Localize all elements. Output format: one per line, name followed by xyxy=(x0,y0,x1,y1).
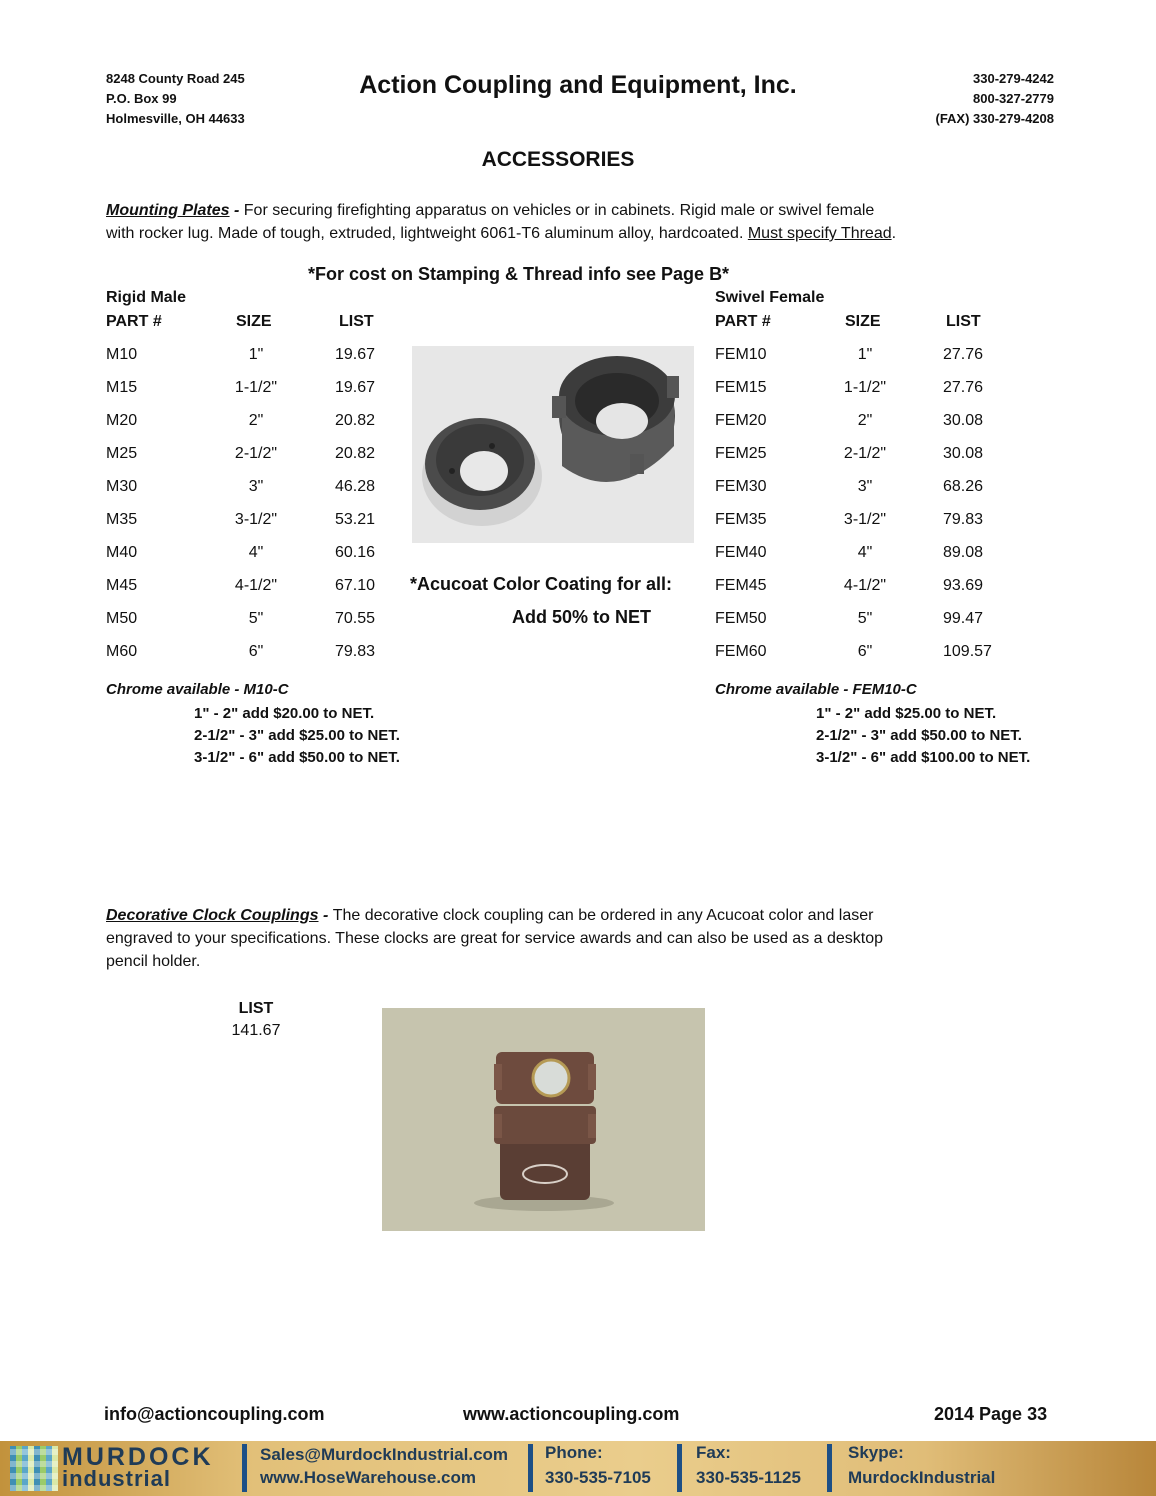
table-row xyxy=(715,635,1015,668)
col-part: PART # xyxy=(715,313,771,330)
phone-line: 330-279-4242 xyxy=(973,71,1054,86)
list-price: 89.08 xyxy=(943,544,984,561)
table-row xyxy=(715,569,1015,602)
swivel-female-title: Swivel Female xyxy=(715,289,825,306)
part-number: FEM60 xyxy=(715,643,767,660)
list-price: 30.08 xyxy=(943,445,984,462)
part-number: FEM35 xyxy=(715,511,767,528)
swivel-chrome-pricing xyxy=(816,703,1030,769)
part-number: FEM10 xyxy=(715,346,767,363)
period: . xyxy=(891,225,897,242)
acucoat-note-line1: *Acucoat Color Coating for all: xyxy=(410,574,673,594)
col-list: LIST xyxy=(339,313,374,330)
size: 1" xyxy=(248,346,264,363)
murdock-logo-icon-overlay xyxy=(10,1446,58,1491)
part-number: M15 xyxy=(106,379,138,396)
heading-dash: - xyxy=(229,202,244,219)
part-number: M25 xyxy=(106,445,138,462)
list-price: 99.47 xyxy=(943,610,984,627)
list-price: 30.08 xyxy=(943,412,984,429)
chrome-price-line: 2-1/2" - 3" add $25.00 to NET. xyxy=(194,727,400,744)
table-row xyxy=(106,470,406,503)
table-row xyxy=(715,437,1015,470)
chrome-price-line: 1" - 2" add $25.00 to NET. xyxy=(816,705,997,722)
part-number: M35 xyxy=(106,511,138,528)
size: 4-1/2" xyxy=(843,577,887,594)
col-size: SIZE xyxy=(236,313,272,330)
footer-website[interactable]: www.actioncoupling.com xyxy=(463,1404,680,1424)
table-row xyxy=(715,338,1015,371)
size: 3-1/2" xyxy=(843,511,887,528)
table-row xyxy=(106,569,406,602)
banner-skype-label: Skype: xyxy=(848,1443,904,1462)
divider xyxy=(242,1444,247,1492)
list-price: 109.57 xyxy=(943,643,992,660)
divider xyxy=(528,1444,533,1492)
description-text: with rocker lug. Made of tough, extruded, lightweight 6061-T6 aluminum alloy, hardcoated. xyxy=(106,225,748,242)
table-row xyxy=(715,602,1015,635)
size: 5" xyxy=(248,610,264,627)
description-text: The decorative clock coupling can be ordered in any Acucoat color and laser xyxy=(332,907,874,924)
chrome-price-line: 3-1/2" - 6" add $100.00 to NET. xyxy=(816,749,1031,766)
list-price: 67.10 xyxy=(335,577,376,594)
rigid-male-title: Rigid Male xyxy=(106,289,187,306)
size: 1-1/2" xyxy=(843,379,887,396)
part-number: M40 xyxy=(106,544,138,561)
banner-fax-label: Fax: xyxy=(696,1443,731,1462)
description-text: engraved to your specifications. These clocks are great for service awards and can also be used as a desktop xyxy=(106,930,884,947)
size: 3-1/2" xyxy=(234,511,278,528)
mounting-plates-heading: Mounting Plates xyxy=(106,202,230,219)
list-price: 79.83 xyxy=(943,511,984,528)
table-row xyxy=(106,536,406,569)
table-row xyxy=(106,602,406,635)
size: 1" xyxy=(857,346,873,363)
list-price: 68.26 xyxy=(943,478,984,495)
table-row xyxy=(715,503,1015,536)
size: 2" xyxy=(248,412,264,429)
list-price: 20.82 xyxy=(335,445,376,462)
clock-price xyxy=(222,998,290,1042)
acucoat-note-line2: Add 50% to NET xyxy=(512,607,652,627)
col-size: SIZE xyxy=(845,313,881,330)
part-number: M30 xyxy=(106,478,138,495)
list-label: LIST xyxy=(238,1000,274,1017)
footer-page-number: 2014 Page 33 xyxy=(934,1404,1048,1424)
phone-line: 800-327-2779 xyxy=(973,91,1054,106)
rigid-chrome-pricing xyxy=(194,703,400,769)
size: 6" xyxy=(248,643,264,660)
clock-coupling-photo xyxy=(382,1008,705,1231)
part-number: FEM20 xyxy=(715,412,767,429)
part-number: M10 xyxy=(106,346,138,363)
list-price: 70.55 xyxy=(335,610,376,627)
list-price: 20.82 xyxy=(335,412,376,429)
list-price: 19.67 xyxy=(335,346,376,363)
list-price: 141.67 xyxy=(231,1022,281,1039)
part-number: M45 xyxy=(106,577,138,594)
list-price: 27.76 xyxy=(943,379,984,396)
table-row xyxy=(715,470,1015,503)
banner-email[interactable]: Sales@MurdockIndustrial.com xyxy=(260,1445,509,1464)
section-title: ACCESSORIES xyxy=(481,148,635,171)
size: 4" xyxy=(248,544,264,561)
clock-couplings-description xyxy=(106,904,986,973)
size: 4" xyxy=(857,544,873,561)
part-number: FEM45 xyxy=(715,577,767,594)
heading-dash: - xyxy=(318,907,333,924)
must-specify-thread: Must specify Thread xyxy=(747,225,892,242)
chrome-price-line: 3-1/2" - 6" add $50.00 to NET. xyxy=(194,749,400,766)
list-price: 93.69 xyxy=(943,577,984,594)
footer-email[interactable]: info@actioncoupling.com xyxy=(104,1404,325,1424)
chrome-price-line: 2-1/2" - 3" add $50.00 to NET. xyxy=(816,727,1022,744)
banner-website[interactable]: www.HoseWarehouse.com xyxy=(260,1468,477,1487)
list-price: 53.21 xyxy=(335,511,376,528)
banner-fax: 330-535-1125 xyxy=(696,1468,801,1487)
divider xyxy=(827,1444,832,1492)
murdock-logo-text: MURDOCK xyxy=(62,1443,214,1471)
size: 1-1/2" xyxy=(234,379,278,396)
banner-phone: 330-535-7105 xyxy=(545,1468,651,1487)
part-number: M50 xyxy=(106,610,138,627)
table-row xyxy=(106,371,406,404)
address-line: 8248 County Road 245 xyxy=(106,71,245,86)
list-price: 79.83 xyxy=(335,643,376,660)
chrome-price-line: 1" - 2" add $20.00 to NET. xyxy=(194,705,375,722)
table-row xyxy=(715,371,1015,404)
size: 2-1/2" xyxy=(234,445,278,462)
size: 2" xyxy=(857,412,873,429)
part-number: FEM25 xyxy=(715,445,767,462)
list-price: 60.16 xyxy=(335,544,376,561)
divider xyxy=(677,1444,682,1492)
banner-phone-label: Phone: xyxy=(545,1443,603,1462)
stamping-note: *For cost on Stamping & Thread info see Page B* xyxy=(308,264,730,284)
part-number: FEM15 xyxy=(715,379,767,396)
swivel-chrome-title: Chrome available - FEM10-C xyxy=(715,681,917,698)
table-row xyxy=(715,404,1015,437)
table-row xyxy=(715,536,1015,569)
company-phones xyxy=(935,69,1054,129)
murdock-banner xyxy=(0,1441,1156,1496)
mounting-plates-illustration xyxy=(412,346,694,543)
part-number: M60 xyxy=(106,643,138,660)
size: 6" xyxy=(857,643,873,660)
table-row xyxy=(106,338,406,371)
banner-skype: MurdockIndustrial xyxy=(848,1468,996,1487)
table-row xyxy=(106,404,406,437)
table-row xyxy=(106,503,406,536)
list-price: 19.67 xyxy=(335,379,376,396)
table-row xyxy=(106,437,406,470)
rigid-chrome-title: Chrome available - M10-C xyxy=(106,681,289,698)
swivel-female-header-row xyxy=(715,305,1015,338)
murdock-logo-subtext: industrial xyxy=(62,1466,172,1491)
part-number: M20 xyxy=(106,412,138,429)
clock-couplings-heading: Decorative Clock Couplings xyxy=(106,907,319,924)
company-name: Action Coupling and Equipment, Inc. xyxy=(359,71,797,99)
part-number: FEM50 xyxy=(715,610,767,627)
size: 2-1/2" xyxy=(843,445,887,462)
address-line: Holmesville, OH 44633 xyxy=(106,111,245,126)
description-text: pencil holder. xyxy=(106,953,201,970)
mounting-plates-photo xyxy=(412,346,694,543)
size: 5" xyxy=(857,610,873,627)
description-text: For securing firefighting apparatus on vehicles or in cabinets. Rigid male or swivel female xyxy=(243,202,875,219)
list-price: 46.28 xyxy=(335,478,376,495)
table-row xyxy=(106,635,406,668)
address-line: P.O. Box 99 xyxy=(106,91,177,106)
mounting-plates-description xyxy=(106,199,986,245)
rigid-male-header-row xyxy=(106,305,406,338)
part-number: FEM40 xyxy=(715,544,767,561)
size: 4-1/2" xyxy=(234,577,278,594)
size: 3" xyxy=(248,478,264,495)
fax-line: (FAX) 330-279-4208 xyxy=(935,111,1054,126)
clock-coupling-illustration xyxy=(382,1008,705,1231)
part-number: FEM30 xyxy=(715,478,767,495)
list-price: 27.76 xyxy=(943,346,984,363)
col-list: LIST xyxy=(946,313,981,330)
col-part: PART # xyxy=(106,313,162,330)
size: 3" xyxy=(857,478,873,495)
